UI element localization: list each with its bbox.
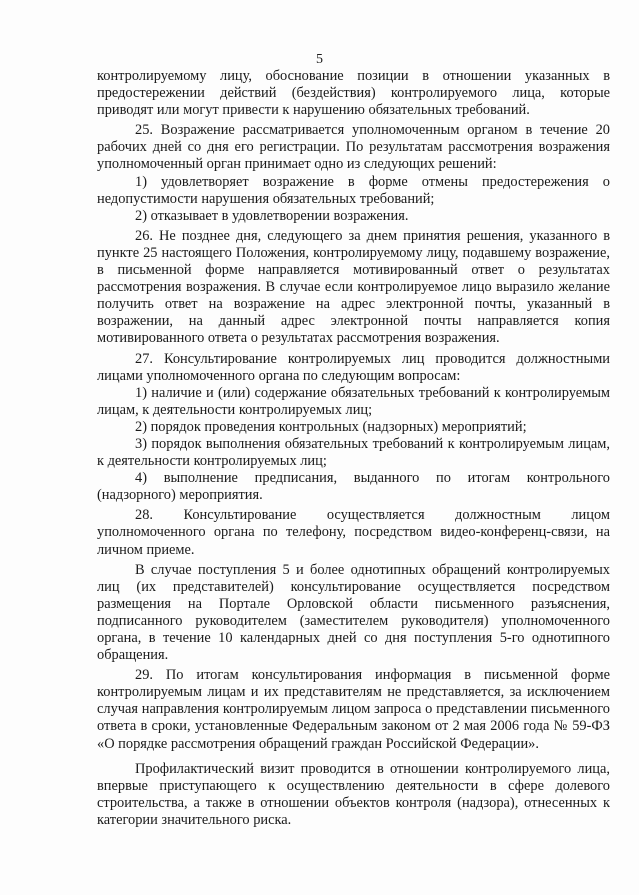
paragraph-28-continuation: В случае поступления 5 и более однотипных обращений контролируемых лиц (их представителей) консультирование осуществляется посредством размещения на Портале Орловской области письменного разъяснения, подписанного руководителем (заместителем руководителя) уполномоченного органа, в течение 10 календарных дней со дня поступления 5-го однотипного обращения. — [97, 561, 610, 664]
paragraph-29: 29. По итогам консультирования информация в письменной форме контролируемым лицам и их представителям не представляется, за исключением случая направления контролируемым лицом запроса о представлении письменного ответа в сроки, установленные Федеральным законом от 2 мая 2006 года № 59-ФЗ «О порядке рассмотрения обращений граждан Российской Федерации». — [97, 667, 610, 752]
paragraph-preventive-visit: Профилактический визит проводится в отношении контролируемого лица, впервые приступающего к осуществлению деятельности в сфере долевого строительства, а также в отношении объектов контроля (надзора), отнесенных к категории значительного риска. — [97, 760, 610, 828]
page-number: 5 — [316, 52, 323, 67]
paragraph-25: 25. Возражение рассматривается уполномоченным органом в течение 20 рабочих дней со дня его регистрации. По результатам рассмотрения возражения уполномоченный орган принимает одно из следующих решений: — [97, 122, 610, 173]
paragraph-26: 26. Не позднее дня, следующего за днем принятия решения, указанного в пункте 25 настоящего Положения, контролируемому лицу, подавшему возражение, в письменной форме направляется мотивированный ответ о результатах рассмотрения возражения. В случае если контролируемое лицо выразило желание получить ответ на возражение на адрес электронной почты, указанный в возражении, на данный адрес электронной почты направляется копия мотивированного ответа о результатах рассмотрения возражения. — [97, 227, 610, 347]
paragraph-27-item-4: 4) выполнение предписания, выданного по итогам контрольного (надзорного) мероприятия. — [97, 470, 610, 504]
paragraph-25-item-1: 1) удовлетворяет возражение в форме отмены предостережения о недопустимости нарушения обязательных требований; — [97, 173, 610, 207]
paragraph-27-item-2: 2) порядок проведения контрольных (надзорных) мероприятий; — [135, 418, 527, 435]
paragraph-27: 27. Консультирование контролируемых лиц проводится должностными лицами уполномоченного органа по следующим вопросам: — [97, 350, 610, 384]
document-body — [97, 68, 610, 829]
paragraph-27-item-3: 3) порядок выполнения обязательных требований к контролируемым лицам, к деятельности контролируемых лиц; — [97, 435, 610, 470]
paragraph-28: 28. Консультирование осуществляется должностным лицом уполномоченного органа по телефону, посредством видео-конференц-связи, на личном приеме. — [97, 507, 610, 558]
paragraph-25-item-2: 2) отказывает в удовлетворении возражения. — [135, 207, 409, 224]
paragraph-27-item-1: 1) наличие и (или) содержание обязательных требований к контролируемым лицам, к деятельности контролируемых лиц; — [97, 384, 610, 418]
paragraph-continuation: контролируемому лицу, обоснование позиции в отношении указанных в предостережении действий (бездействия) контролируемого лица, которые приводят или могут привести к нарушению обязательных требований. — [97, 68, 610, 119]
